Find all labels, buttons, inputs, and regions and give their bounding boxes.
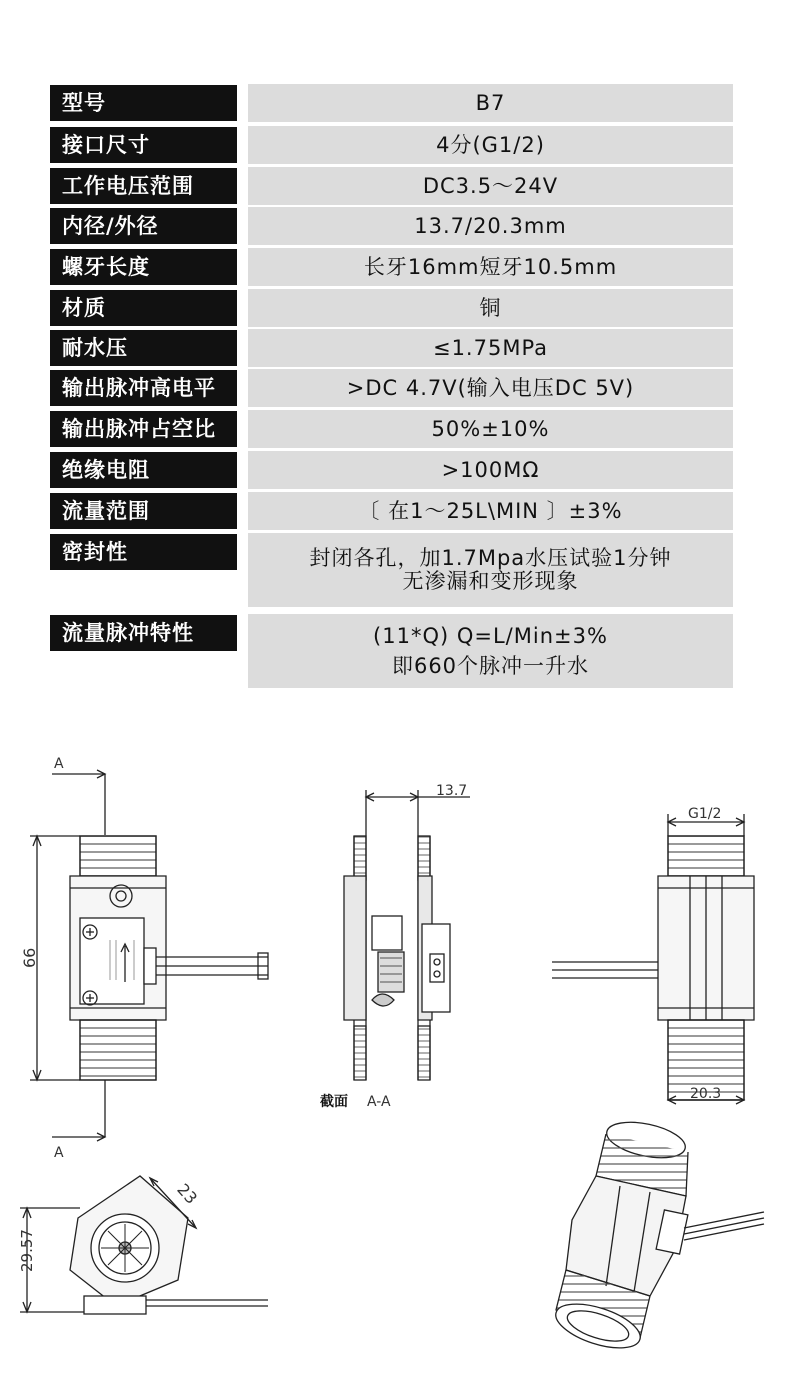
side-view (552, 806, 754, 1104)
spec-row-flow-range (0, 492, 790, 530)
isometric-view (551, 1116, 764, 1357)
front-view (20, 756, 268, 1161)
spec-label: 流量脉冲特性 (50, 615, 237, 651)
spec-value-line: 50%±10% (431, 416, 550, 441)
spec-value-line: 〔 在1～25L\MIN 〕±3% (358, 498, 623, 523)
spec-value-line: 铜 (479, 295, 502, 320)
section-mark-bottom: A (54, 1145, 64, 1161)
spec-value (248, 248, 733, 286)
dim-hex-23: 23 (173, 1179, 202, 1208)
spec-label: 输出脉冲高电平 (50, 370, 237, 406)
spec-value-line: 封闭各孔，加1.7Mpa水压试验1分钟 (309, 546, 672, 570)
spec-value (248, 126, 733, 164)
spec-value-line: >DC 4.7V(输入电压DC 5V) (346, 375, 635, 400)
spec-label: 输出脉冲占空比 (50, 411, 237, 447)
section-view (320, 783, 470, 1110)
spec-row-voltage (0, 167, 790, 205)
spec-value (248, 289, 733, 327)
spec-label: 内径/外径 (50, 208, 237, 244)
spec-label: 绝缘电阻 (50, 452, 237, 488)
spec-value-line: B7 (475, 90, 506, 115)
dim-thread-g1-2: G1/2 (688, 806, 722, 822)
spec-row-model (0, 84, 790, 122)
spec-value-line: 无渗漏和变形现象 (402, 569, 579, 593)
spec-row-pulse-high (0, 369, 790, 407)
spec-label: 流量范围 (50, 493, 237, 529)
section-caption-bold: 截面 (320, 1094, 348, 1110)
spec-value (248, 84, 733, 122)
spec-value-line: ≤1.75MPa (432, 335, 549, 360)
spec-row-insulation (0, 451, 790, 489)
spec-value-line: 13.7/20.3mm (414, 213, 567, 238)
spec-value (248, 492, 733, 530)
spec-row-duty-cycle (0, 410, 790, 448)
spec-value (248, 167, 733, 205)
dim-inner-13-7: 13.7 (436, 783, 468, 799)
spec-value (248, 451, 733, 489)
spec-value (248, 410, 733, 448)
spec-row-sealing (0, 533, 790, 607)
spec-label: 螺牙长度 (50, 249, 237, 285)
section-mark-top: A (54, 756, 64, 772)
spec-value (248, 614, 733, 688)
spec-label: 型号 (50, 85, 237, 121)
spec-value (248, 533, 733, 607)
spec-value (248, 369, 733, 407)
dim-height-29-57: 29.57 (18, 1229, 36, 1272)
spec-value-line: 长牙16mm短牙10.5mm (363, 254, 618, 279)
spec-row-pressure (0, 329, 790, 367)
spec-value-line: 4分(G1/2) (436, 132, 545, 157)
spec-label: 耐水压 (50, 330, 237, 366)
dim-height-66: 66 (20, 947, 39, 968)
spec-row-pulse-characteristic (0, 614, 790, 688)
spec-value-line: DC3.5～24V (422, 173, 559, 198)
end-view (18, 1176, 268, 1314)
spec-row-interface (0, 126, 790, 164)
spec-value (248, 329, 733, 367)
technical-drawings (0, 720, 790, 1395)
spec-label: 材质 (50, 290, 237, 326)
spec-label: 工作电压范围 (50, 168, 237, 204)
spec-label: 密封性 (50, 534, 237, 570)
spec-value-line: >100MΩ (441, 457, 540, 482)
spec-value-line: (11*Q) Q=L/Min±3% (373, 624, 608, 648)
spec-value-line: 即660个脉冲一升水 (391, 654, 590, 678)
spec-label: 接口尺寸 (50, 127, 237, 163)
spec-row-thread (0, 248, 790, 286)
spec-value (248, 207, 733, 245)
section-caption: A-A (367, 1094, 391, 1110)
spec-row-diameter (0, 207, 790, 245)
dim-outer-20-3: 20.3 (690, 1086, 722, 1102)
spec-row-material (0, 289, 790, 327)
